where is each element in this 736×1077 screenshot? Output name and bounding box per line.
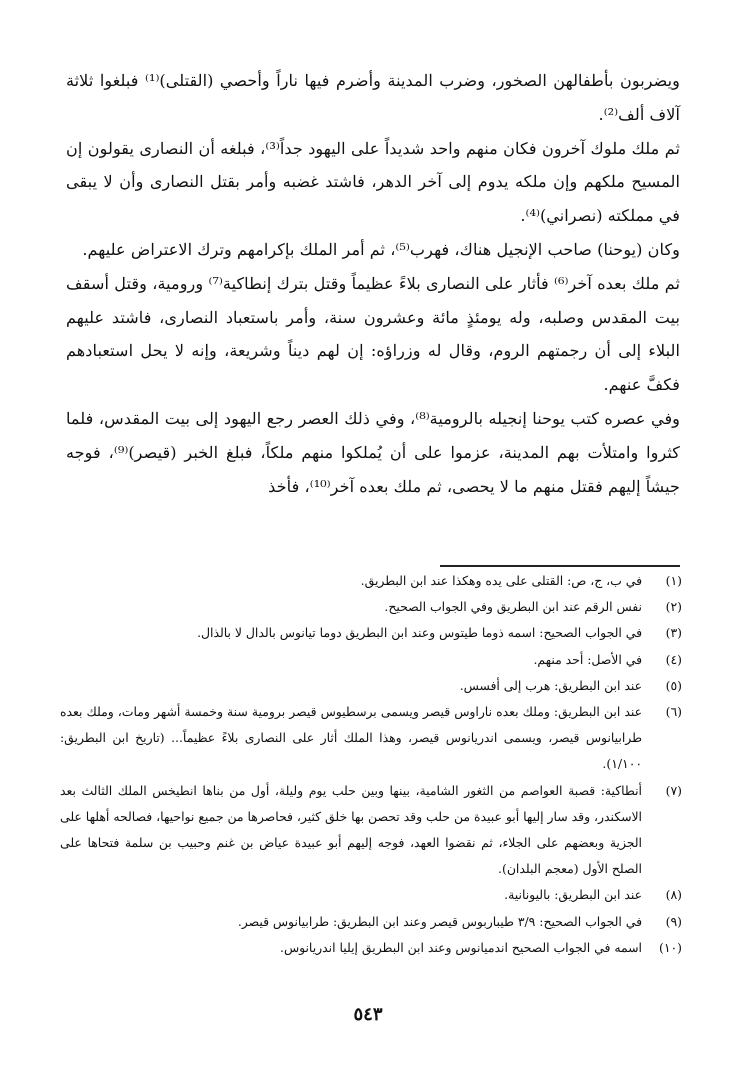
footnote (60, 620, 682, 646)
page-number: ٥٤٣ (353, 1004, 383, 1025)
footnote (60, 699, 682, 778)
footnote-text: عند ابن البطريق: وملك بعده ناراوس قيصر ويسمى برسطيوس قيصر برومية سنة وخمسة أشهر ومات، وملك بعده طرابيانوس قيصر، ويسمى اندريانوس قيصر، وهذا الملك أثار على النصارى بلاءً عظيماً... (تاريخ ابن البطريق: ١/١٠٠). (60, 704, 642, 772)
paragraph: ثم ملك بعده آخر⁽⁶⁾ فأثار على النصارى بلاءً عظيماً وقتل بترك إنطاكية⁽⁷⁾ ورومية، وقتل أسقف بيت المقدس وصلبه، وله يومئذٍ مائة وعشرون سنة، وأمر باستعباد النصارى، فاشتد عليهم البلاء إلى أن رجمتهم الروم، وقال له وزراؤه: إن لهم ديناً وشريعة، وإنه لا يحل استعبادهم فكفَّ عنهم. (66, 273, 680, 395)
footnote-separator (440, 565, 680, 567)
footnote (60, 568, 682, 594)
footnote-text: أنطاكية: قصبة العواصم من الثغور الشامية، بينها وبين حلب يوم وليلة، أول من بناها انطيخس الملك الثالث بعد الاسكندر، وقد سار إليها أبو عبيدة من حلب وقد تحصن بها خلق كثير، فحاصرها من جميع نواحيها، فصالحه أهلها على الجزية وبعضهم على الجلاء، ثم نقضوا العهد، فوجه إليهم أبو عبيدة عياض بن غنم وحبيب بن سلمة فتحاها على الصلح الأول (معجم البلدان). (60, 782, 642, 877)
footnote-number: (٤) (665, 651, 682, 667)
footnote-number: (١٠) (659, 939, 682, 955)
footnote-number: (٣) (665, 625, 682, 641)
paragraph: وكان (يوحنا) صاحب الإنجيل هناك، فهرب⁽⁵⁾، ثم أمر الملك بإكرامهم وترك الاعتراض عليهم. (82, 239, 680, 259)
footnote (60, 935, 682, 961)
footnote-text: في الجواب الصحيح: اسمه ذوما طيتوس وعند ابن البطريق دوما تيانوس بالدال لا بالذال. (197, 625, 642, 641)
footnote (60, 647, 682, 673)
footnote-number: (٨) (665, 887, 682, 903)
footnote-text: في ب، ج، ص: القتلى على يده وهكذا عند ابن البطريق. (360, 573, 642, 588)
footnote-text: اسمه في الجواب الصحيح اندميانوس وعند ابن البطريق إيليا اندريانوس. (280, 939, 642, 955)
paragraph: ثم ملك ملوك آخرون فكان منهم واحد شديداً على اليهود جداً⁽³⁾، فبلغه أن النصارى يقولون إن المسيح ملكهم وإن ملكه يدوم إلى آخر الدهر، فاشتد غضبه وأمر بقتل النصارى وأن لا يبقى في مملكته (نصراني)⁽⁴⁾. (66, 138, 680, 226)
footnote-text: نفس الرقم عند ابن البطريق وفي الجواب الصحيح. (384, 599, 642, 615)
footnote-text: عند ابن البطريق: باليونانية. (504, 887, 642, 903)
paragraph: ويضربون بأطفالهن الصخور، وضرب المدينة وأضرم فيها ناراً وأحصي (القتلى)⁽¹⁾ فبلغوا ثلاثة آلاف ألف⁽²⁾. (66, 71, 680, 124)
footnote-text: في الجواب الصحيح: ٣/٩ طيباربوس قيصر وعند ابن البطريق: طرابيانوس قيصر. (237, 913, 642, 929)
footnote (60, 882, 682, 908)
footnote (60, 594, 682, 620)
footnote-number: (٥) (665, 677, 682, 693)
footnote-number: (٢) (665, 599, 682, 615)
footnote-number: (٧) (665, 782, 682, 798)
footnote-number: (٦) (665, 704, 682, 720)
footnote-number: (٩) (665, 913, 682, 929)
footnote (60, 673, 682, 699)
footnotes-list (60, 568, 682, 961)
footnote (60, 909, 682, 935)
footnote-text: في الأصل: أحد منهم. (533, 651, 642, 667)
main-text (66, 64, 680, 503)
footnote-text: عند ابن البطريق: هرب إلى أفسس. (459, 677, 642, 693)
footnote (60, 778, 682, 883)
footnote-number: (١) (665, 573, 682, 588)
paragraph: وفي عصره كتب يوحنا إنجيله بالرومية⁽⁸⁾، وفي ذلك العصر رجع اليهود إلى بيت المقدس، فلما كثروا وامتلأت بهم المدينة، عزموا على أن يُملكوا منهم ملكاً، فبلغ الخبر (قيصر)⁽⁹⁾، فوجه جيشاً إليهم فقتل منهم ما لا يحصى، ثم ملك بعده آخر⁽¹⁰⁾، فأخذ (66, 408, 681, 496)
